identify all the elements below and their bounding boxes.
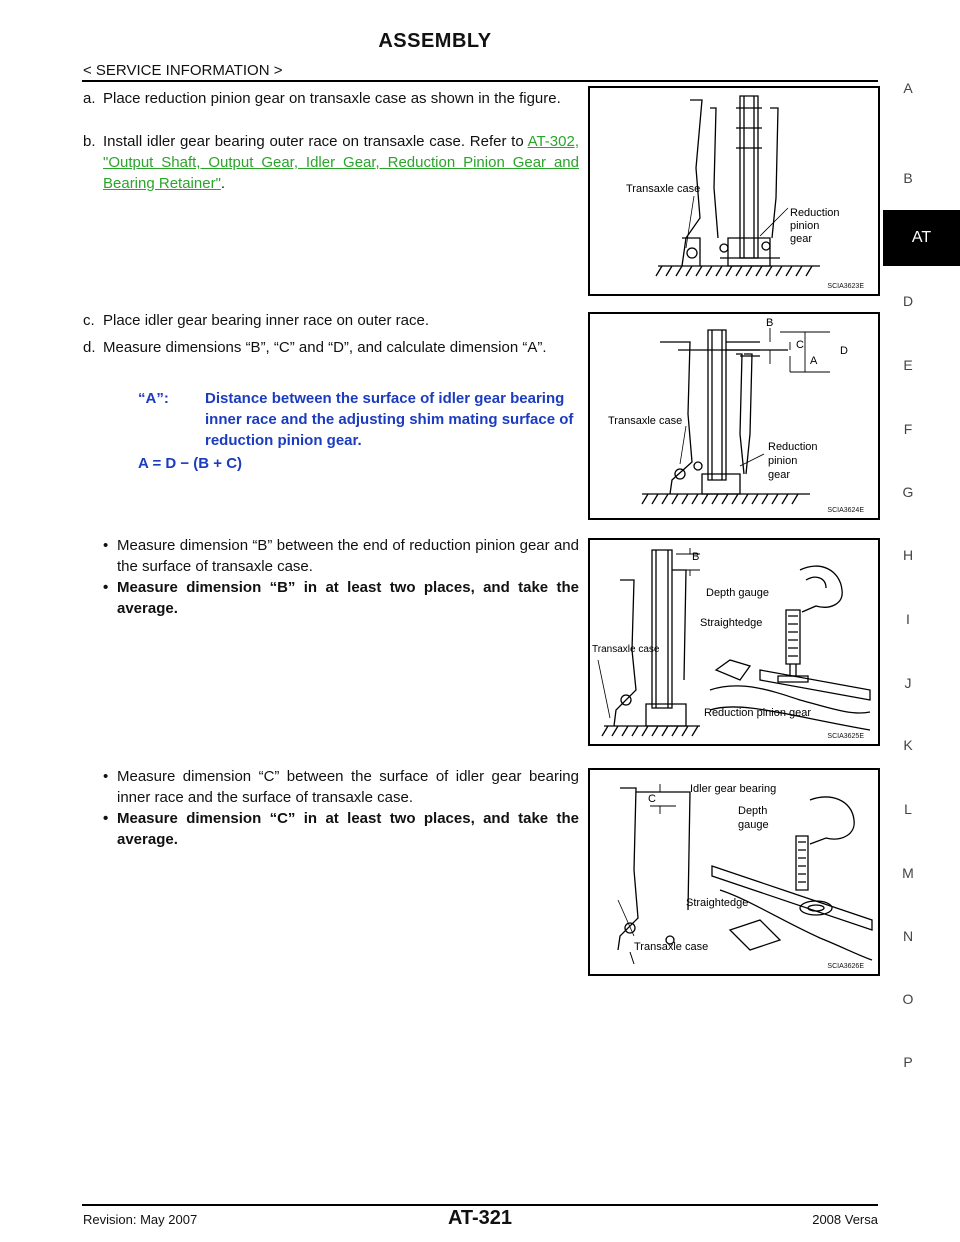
side-index-h[interactable]: H (902, 547, 914, 563)
fig1-label-transaxle-case: Transaxle case (626, 183, 701, 195)
bullet-c-1-text: Measure dimension “C” between the surface of idler gear bearing inner race and the surface of transaxle case. (117, 768, 579, 806)
spec-key: “A”: (138, 390, 169, 407)
side-index-j[interactable]: J (904, 675, 912, 691)
fig3-label-reduction-pinion-gear: Reduction pinion gear (704, 707, 812, 719)
side-index-m[interactable]: M (902, 865, 914, 881)
side-index-at-active[interactable]: AT (883, 210, 960, 266)
fig4-dim-c: C (648, 793, 656, 805)
step-a (83, 88, 579, 109)
side-index-p[interactable]: P (903, 1054, 913, 1070)
side-index-o[interactable]: O (902, 991, 914, 1007)
side-index-i[interactable]: I (906, 611, 910, 627)
fig3-label-transaxle-case: Transaxle case (592, 644, 660, 655)
bullet-c-1 (103, 766, 579, 808)
fig2-dim-d: D (840, 345, 848, 357)
section-breadcrumb: < SERVICE INFORMATION > (83, 62, 283, 79)
figure-3-drawing (590, 540, 878, 744)
step-d-label: d. (83, 339, 96, 356)
figure-4-drawing (590, 770, 878, 974)
fig2-label-transaxle-case: Transaxle case (608, 415, 683, 427)
spec-definition: Distance between the surface of idler gear bearing inner race and the adjusting shim mating surface of reduction pinion gear. (205, 390, 574, 449)
fig1-label-pinion: pinion (790, 220, 820, 232)
figure-4-code: SCIA3626E (827, 963, 864, 970)
side-index-g[interactable]: G (902, 484, 914, 500)
figure-2-drawing (590, 314, 878, 518)
page-number: AT-321 (447, 1207, 513, 1229)
figure-measure-c (588, 768, 880, 976)
bullet-c-1-mark: • (103, 768, 109, 785)
fig3-label-straightedge: Straightedge (700, 617, 763, 629)
bullet-b-2-text: Measure dimension “B” in at least two places, and take the average. (117, 579, 579, 617)
fig2-dim-b: B (766, 317, 774, 329)
page-title: ASSEMBLY (378, 30, 492, 52)
figure-2-code: SCIA3624E (827, 507, 864, 514)
fig1-label-gear: gear (790, 233, 813, 245)
side-index-b[interactable]: B (903, 170, 913, 186)
spec-formula: A = D − (B + C) (138, 455, 243, 472)
footer-rule (82, 1204, 878, 1206)
footer-model: 2008 Versa (812, 1212, 878, 1227)
step-d (83, 337, 579, 358)
header-rule (82, 80, 878, 82)
step-c-text: Place idler gear bearing inner race on outer race. (103, 312, 430, 329)
step-b (83, 131, 579, 194)
bullet-b-1-mark: • (103, 537, 109, 554)
figure-dimension-abcd (588, 312, 880, 520)
footer-revision: Revision: May 2007 (83, 1212, 198, 1227)
bullet-b-2-mark: • (103, 579, 109, 596)
step-c-label: c. (83, 312, 95, 329)
fig4-label-idler-gear-bearing: Idler gear bearing (690, 783, 777, 795)
fig2-dim-a: A (810, 355, 818, 367)
step-a-label: a. (83, 90, 96, 107)
step-d-text: Measure dimensions “B”, “C” and “D”, and calculate dimension “A”. (103, 339, 547, 356)
step-b-end: . (220, 175, 226, 192)
fig2-dim-c: C (796, 339, 804, 351)
fig2-label-gear: gear (768, 469, 791, 481)
fig4-label-depth: Depth (738, 805, 768, 817)
fig4-label-gauge: gauge (738, 819, 769, 831)
side-index-d[interactable]: D (902, 293, 914, 309)
side-index-k[interactable]: K (903, 737, 913, 753)
fig4-label-transaxle-case: Transaxle case (634, 941, 709, 953)
figure-1-drawing (590, 88, 878, 294)
step-c (83, 310, 579, 331)
side-index-a[interactable]: A (903, 80, 913, 96)
bullet-c-2-mark: • (103, 810, 109, 827)
figure-3-code: SCIA3625E (827, 733, 864, 740)
side-index-n[interactable]: N (902, 928, 914, 944)
fig3-dim-b: B (692, 551, 700, 563)
bullet-c-2-text: Measure dimension “C” in at least two places, and take the average. (117, 810, 579, 848)
fig2-label-pinion: pinion (768, 455, 798, 467)
fig2-label-reduction: Reduction (768, 441, 818, 453)
fig3-label-depth-gauge: Depth gauge (706, 587, 769, 599)
figure-reduction-pinion-placement (588, 86, 880, 296)
side-index-e[interactable]: E (903, 357, 913, 373)
step-b-reference-link[interactable]: AT-302, "Output Shaft, Output Gear, Idler Gear, Reduction Pinion Gear and Bearing Retainer" (103, 133, 579, 192)
figure-1-code: SCIA3623E (827, 283, 864, 290)
bullet-b-1-text: Measure dimension “B” between the end of reduction pinion gear and the surface of transaxle case. (117, 537, 579, 575)
bullet-c-2 (103, 808, 579, 850)
fig4-label-straightedge: Straightedge (686, 897, 749, 909)
step-b-text: Install idler gear bearing outer race on transaxle case. Refer to (103, 133, 528, 150)
side-index-f[interactable]: F (903, 421, 913, 437)
bullet-b-1 (103, 535, 579, 577)
step-a-text: Place reduction pinion gear on transaxle case as shown in the figure. (103, 90, 561, 107)
bullet-b-2 (103, 577, 579, 619)
side-index-l[interactable]: L (904, 801, 912, 817)
step-b-label: b. (83, 133, 96, 150)
figure-measure-b (588, 538, 880, 746)
fig1-label-reduction: Reduction (790, 207, 840, 219)
